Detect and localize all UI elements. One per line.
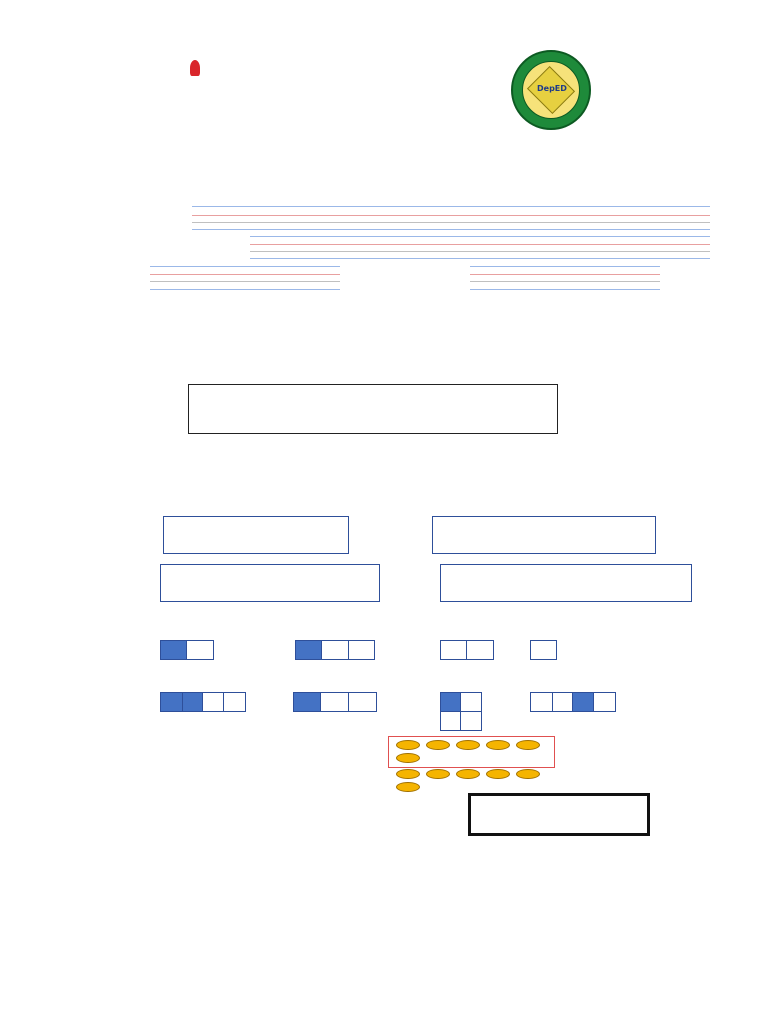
q3-fraction-b <box>295 640 375 660</box>
deped-logo <box>138 66 268 122</box>
q2-stars-c <box>160 564 380 602</box>
q5-ovals-image <box>388 736 555 768</box>
school-seal: DepED <box>511 50 591 130</box>
q2-stars-a <box>163 516 349 554</box>
q3-fraction-c <box>440 640 494 660</box>
q4-fraction-d <box>530 692 616 712</box>
q4-fraction-a <box>160 692 246 712</box>
q2-stars-d <box>440 564 692 602</box>
q1-caps-image <box>188 384 558 434</box>
q6-glasses-image <box>468 793 650 836</box>
q4-fraction-b <box>293 692 377 712</box>
q3-fraction-d <box>530 640 557 660</box>
q2-stars-b <box>432 516 656 554</box>
torch-icon <box>190 60 200 76</box>
q3-fraction-a <box>160 640 214 660</box>
